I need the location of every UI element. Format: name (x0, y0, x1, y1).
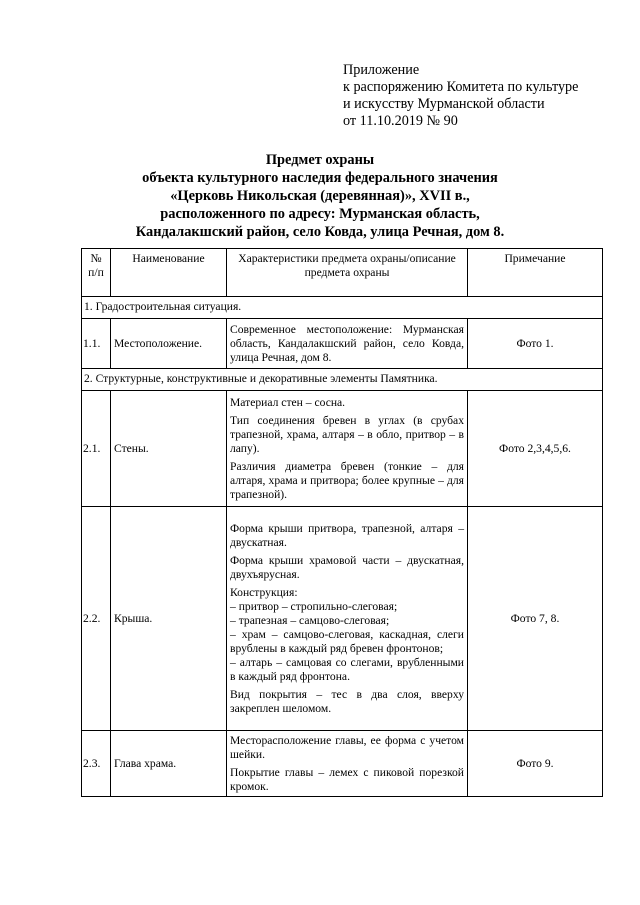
appendix-line: к распоряжению Комитета по культуре (343, 79, 579, 95)
table-header-row (82, 249, 603, 297)
header-name: Наименование (111, 249, 227, 297)
title-line: Кандалакшский район, село Ковда, улица Речная, дом 8. (135, 224, 505, 240)
row-num: 2.2. (82, 507, 111, 731)
header-note: Примечание (468, 249, 603, 297)
header-num: № п/п (82, 249, 111, 297)
row-desc (227, 507, 468, 731)
table-row (82, 319, 603, 369)
appendix-block (343, 62, 578, 130)
title-line: «Церковь Никольская (деревянная)», XVII в., (170, 188, 470, 204)
row-note: Фото 2,3,4,5,6. (468, 391, 603, 507)
row-desc (227, 731, 468, 797)
row-desc (227, 391, 468, 507)
table-row (82, 731, 603, 797)
desc-paragraph: Вид покрытия – тес в два слоя, вверху закреплен шеломом. (230, 687, 464, 715)
row-num: 2.1. (82, 391, 111, 507)
section-row-2 (82, 369, 603, 391)
desc-paragraph: Материал стен – сосна. (230, 395, 346, 409)
appendix-line: от 11.10.2019 № 90 (343, 113, 458, 129)
desc-paragraph: Различия диаметра бревен (тонкие – для алтаря, храма и притвора; более крупные – для трапезной). (230, 459, 464, 501)
row-num: 1.1. (82, 319, 111, 369)
document-title (0, 151, 640, 241)
desc-paragraph (230, 586, 464, 684)
table-row (82, 507, 603, 731)
desc-paragraph: Форма крыши храмовой части – двускатная, двухъярусная. (230, 553, 464, 581)
title-line: Предмет охраны (265, 152, 375, 168)
section-row-1 (82, 297, 603, 319)
construction-item: – храм – самцово-слеговая, каскадная, слеги врублены в каждый ряд бревен фронтонов; (230, 627, 464, 655)
desc-paragraph: Тип соединения бревен в углах (в срубах трапезной, храма, алтаря – в обло, притвор – в лапу). (230, 413, 464, 455)
desc-paragraph: Покрытие главы – лемех с пиковой порезкой кромок. (230, 765, 464, 793)
section-title: 2. Структурные, конструктивные и декоративные элементы Памятника. (82, 369, 603, 391)
appendix-line: Приложение (343, 62, 420, 78)
row-name: Местоположение. (111, 319, 227, 369)
row-name: Крыша. (111, 507, 227, 731)
construction-title: Конструкция: (230, 585, 298, 599)
row-name: Стены. (111, 391, 227, 507)
section-title: 1. Градостроительная ситуация. (82, 297, 603, 319)
title-line: объекта культурного наследия федерального значения (142, 170, 498, 186)
desc-paragraph: Форма крыши притвора, трапезной, алтаря – двускатная. (230, 521, 464, 549)
desc-paragraph: Месторасположение главы, ее форма с учетом шейки. (230, 733, 464, 761)
row-note: Фото 7, 8. (468, 507, 603, 731)
construction-item: – алтарь – самцовая со слегами, врубленными в каждый ряд фронтона. (230, 655, 464, 683)
header-desc: Характеристики предмета охраны/описание предмета охраны (227, 249, 468, 297)
desc-paragraph: Современное местоположение: Мурманская область, Кандалакшский район, село Ковда, улица Речная, дом 8. (230, 322, 464, 364)
row-name: Глава храма. (111, 731, 227, 797)
construction-item: – трапезная – самцово-слеговая; (230, 613, 390, 627)
appendix-line: и искусству Мурманской области (343, 96, 545, 112)
construction-item: – притвор – стропильно-слеговая; (230, 599, 398, 613)
protection-table (81, 248, 603, 797)
row-desc (227, 319, 468, 369)
table-row (82, 391, 603, 507)
title-line: расположенного по адресу: Мурманская область, (160, 206, 480, 222)
row-note: Фото 9. (468, 731, 603, 797)
row-num: 2.3. (82, 731, 111, 797)
row-note: Фото 1. (468, 319, 603, 369)
